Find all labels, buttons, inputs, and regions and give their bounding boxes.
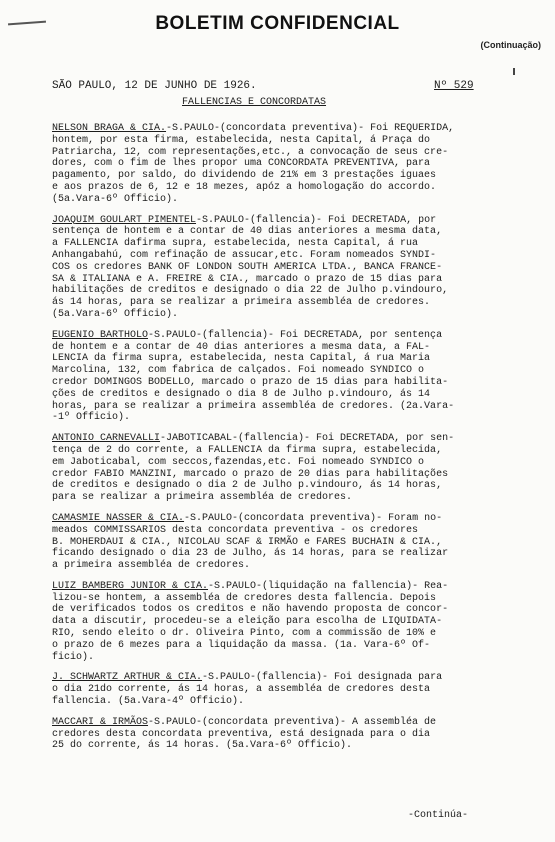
entry-text: 25 do corrente, ás 14 horas. (5a.Vara-6º Officio).: [52, 740, 353, 752]
entry-text: sentença de hontem e a contar de 40 dias anteriores a mesma data,: [52, 226, 443, 238]
entry-text: de hontem e a contar de 40 dias anteriores a mesma data, a FAL-: [52, 341, 431, 353]
entry-text: meados COMMISSARIOS desta concordata preventiva - os credores: [52, 524, 419, 536]
entry-text: dores, com o fim de lhes propor uma CONCORDATA PREVENTIVA, para: [52, 158, 431, 170]
entry-text: LENCIA da firma supra, estabelecida, nesta Capital, á rua Maria: [52, 353, 431, 365]
section-heading: FALLENCIAS E CONCORDATAS: [182, 97, 327, 108]
entry-text: tença de 2 do corrente, a FALLENCIA da firma supra, estabelecida,: [52, 444, 443, 456]
entry-text: -S.PAULO-(fallencia)- Foi DECRETADA, por sentença: [148, 329, 443, 341]
entry-text: ficando designado o dia 23 de Julho, ás 14 horas, para se realizar: [52, 548, 449, 560]
entry-text: Patriarcha, 12, com representações,etc., a convocação de seus cre-: [52, 146, 449, 158]
entry: [52, 672, 534, 707]
entry-name: JOAQUIM GOULART PIMENTEL: [52, 214, 197, 226]
entry-name: CAMASMIE NASSER & CIA.: [52, 512, 185, 524]
entry-text: -JABOTICABAL-(fallencia)- Foi DECRETADA, por sen-: [160, 433, 455, 445]
entry-text: ás 14 horas, para se realizar a primeira assembléa de credores.: [52, 297, 431, 309]
entry-name: EUGENIO BARTHOLO: [52, 329, 149, 341]
entry-text: de verificados todos os creditos e não havendo proposta de concor-: [52, 604, 449, 616]
entry-text: de creditos e designado o dia 2 de Julho p.vindouro, ás 14 horas,: [52, 480, 443, 492]
entry-text: credor DOMINGOS BODELLO, marcado o prazo de 15 dias para habilita-: [52, 376, 449, 388]
entry-text: -S.PAULO-(fallencia)- Foi DECRETADA, por: [196, 214, 437, 226]
entry: [52, 330, 534, 424]
entry-text: pagamento, por saldo, do dividendo de 21% em 3 prestações iguaes: [52, 170, 437, 182]
entry-text: Anhangabahú, com refinação de assucar,etc. Foram nomeados SYNDI-: [52, 249, 437, 261]
entry-text: horas, para se realizar a primeira assembléa de credores. (2a.Vara-: [52, 400, 455, 412]
entry-text: credores desta concordata preventiva, está designada para o dia: [52, 728, 431, 740]
entry: [52, 581, 534, 664]
entry-text: ficio).: [52, 651, 95, 663]
entry-name: J. SCHWARTZ ARTHUR & CIA.: [52, 672, 203, 684]
entry-text: data a discutir, procedeu-se a eleição para escolha de LIQUIDATA-: [52, 616, 443, 628]
entry-text: em Jaboticabal, com seccos,fazendas,etc. Foi nomeado SYNDICO o: [52, 456, 425, 468]
entry-text: credor FABIO MANZINI, marcado o prazo de 20 dias para habilitações: [52, 468, 449, 480]
entry-text: (5a.Vara-6º Officio).: [52, 308, 179, 320]
entry-text: o dia 21do corrente, ás 14 horas, a assembléa de credores desta: [52, 684, 431, 696]
entry-text: a primeira assembléa de credores.: [52, 560, 251, 572]
ink-mark: [513, 68, 515, 75]
entry-text: para se realizar a primeira assembléa de credores.: [52, 492, 353, 504]
entry-text: e aos prazos de 6, 12 e 18 mezes, apóz a homologação do accordo.: [52, 181, 437, 193]
date-line: SÃO PAULO, 12 DE JUNHO DE 1926.: [52, 80, 257, 92]
entry-name: LUIZ BAMBERG JUNIOR & CIA.: [52, 580, 209, 592]
entry-name: ANTONIO CARNEVALLI: [52, 433, 161, 445]
continuation-label: (Continuação): [480, 40, 541, 50]
continua-label: -Continúa-: [408, 810, 469, 821]
entry-name: NELSON BRAGA & CIA.: [52, 123, 167, 134]
entry-text: -1º Officio).: [52, 412, 131, 424]
entry: [52, 123, 534, 206]
entry-text: -S.PAULO-(concordata preventiva)- Foram no-: [184, 512, 443, 524]
entry: [52, 513, 534, 572]
entry-text: -S.PAULO-(concordata preventiva)- Foi REQUERIDA,: [166, 123, 455, 134]
entry-text: -S.PAULO-(fallencia)- Foi designada para: [202, 672, 443, 684]
bulletin-number: Nº 529: [434, 80, 474, 92]
entry-text: Marcolina, 132, com fabrica de calçados. Foi nomeado SYNDICO o: [52, 365, 425, 377]
entries-list: [52, 123, 534, 761]
entry-name: MACCARI & IRMÃOS: [52, 716, 149, 728]
entry-text: -S.PAULO-(concordata preventiva)- A assembléa de: [148, 716, 437, 728]
entry-text: ções de creditos e designado o dia 8 de Julho p.vindouro, ás 14: [52, 388, 431, 400]
entry-text: fallencia. (5a.Vara-4º Officio).: [52, 696, 245, 708]
entry-text: o prazo de 6 mezes para a liquidação da massa. (1a. Vara-6º Of-: [52, 639, 431, 651]
entry-text: B. MOHERDAUI & CIA., NICOLAU SCAF & IRMÃO e FARES BUCHAIN & CIA.,: [52, 536, 443, 548]
entry-text: hontem, por esta firma, estabelecida, nesta Capital, á Praça do: [52, 134, 431, 146]
entry-text: a FALLENCIA dafirma supra, estabelecida, nesta Capital, á rua: [52, 238, 419, 250]
page-title: BOLETIM CONFIDENCIAL: [155, 13, 400, 34]
entry-text: -S.PAULO-(liquidação na fallencia)- Rea-: [208, 580, 449, 592]
entry-text: (5a.Vara-6º Officio).: [52, 193, 179, 205]
entry-text: SA & ITALIANA e A. FREIRE & CIA., marcado o prazo de 15 dias para: [52, 273, 443, 285]
entry-text: RIO, sendo eleito o dr. Oliveira Pinto, com a commissão de 10% e: [52, 628, 437, 640]
entry: [52, 215, 534, 321]
entry-text: habilitações de creditos e designado o dia 22 de Julho p.vindouro,: [52, 285, 449, 297]
entry-text: COS os credores BANK OF LONDON SOUTH AMERICA LTDA., BANCA FRANCE-: [52, 261, 443, 273]
entry-text: lizou-se hontem, a assembléa de credores desta fallencia. Depois: [52, 592, 437, 604]
entry: [52, 717, 534, 752]
entry: [52, 433, 534, 504]
